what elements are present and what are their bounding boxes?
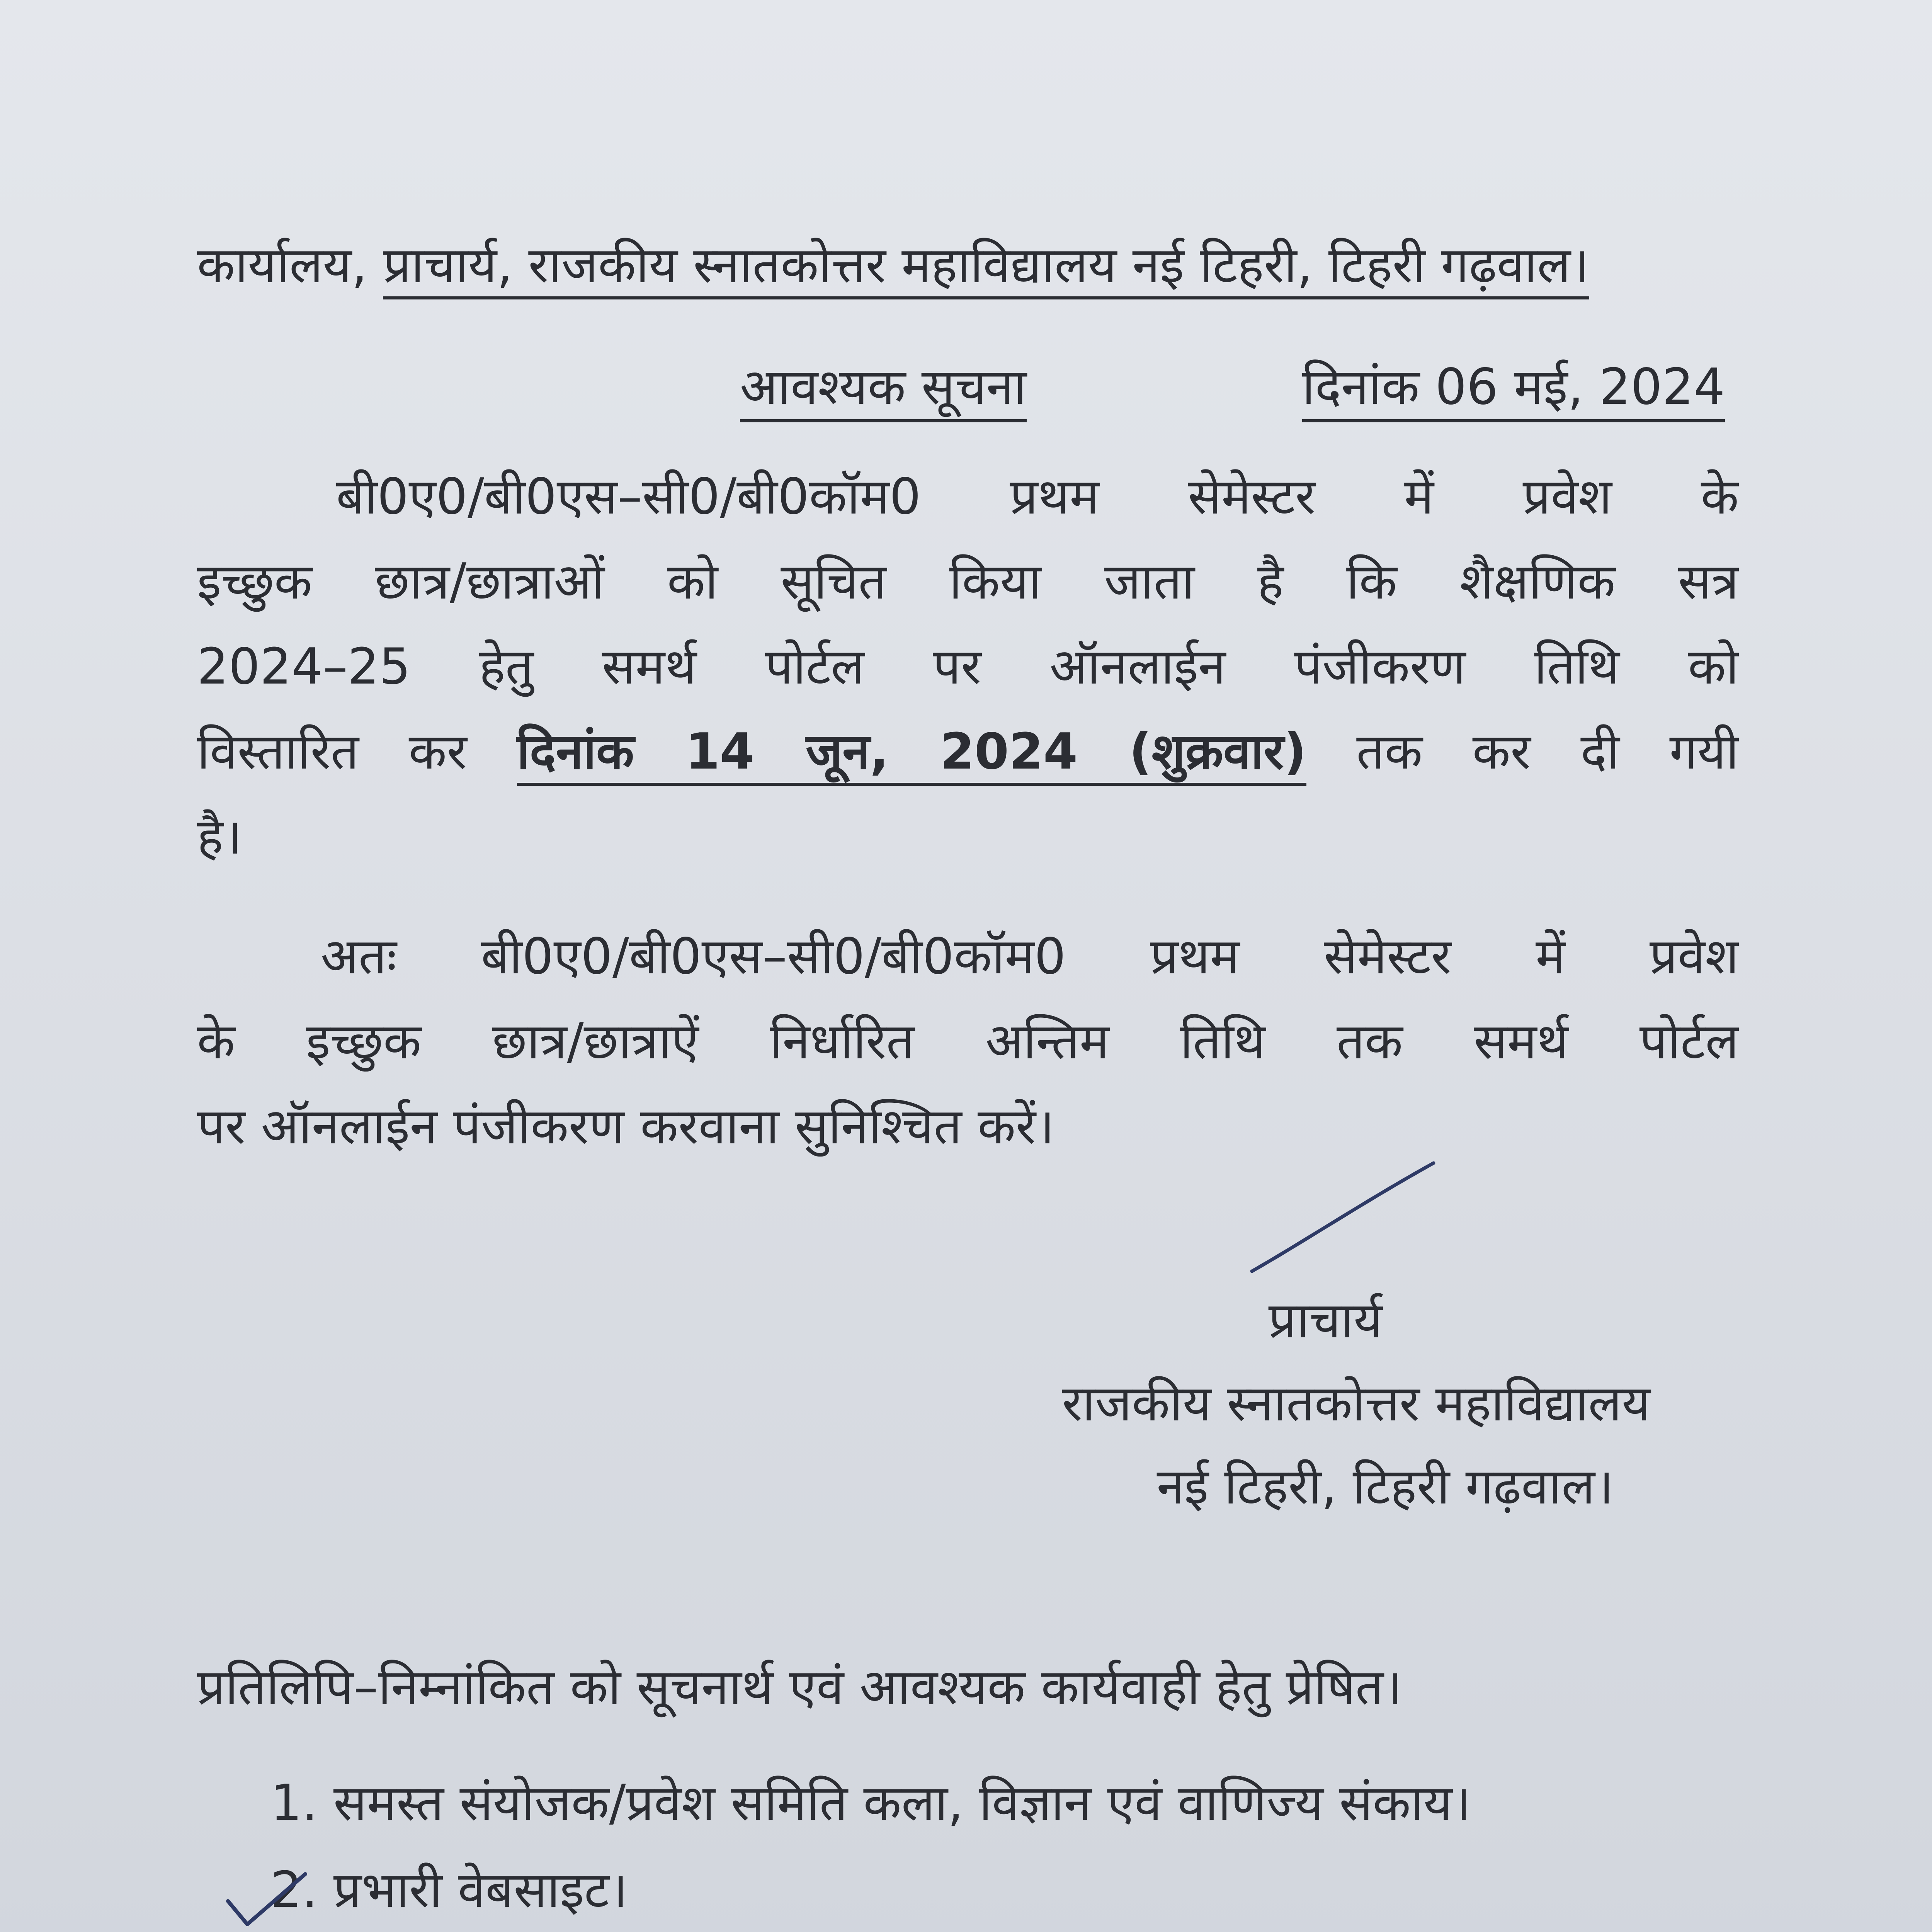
- paragraph-1-line-1: बी0ए0/बी0एस–सी0/बी0कॉम0 प्रथम सेमेस्टर में प्रवेश के: [336, 468, 1739, 526]
- paragraph-1-line-4-post: तक कर दी गयी: [1356, 723, 1739, 781]
- paragraph-2-line-1: अतः बी0ए0/बी0एस–सी0/बी0कॉम0 प्रथम सेमेस्टर में प्रवेश: [321, 928, 1739, 985]
- paragraph-1-line-2: इच्छुक छात्र/छात्राओं को सूचित किया जाता है कि शैक्षणिक सत्र: [197, 553, 1739, 611]
- office-prefix: कार्यालय,: [197, 236, 367, 294]
- office-name: प्राचार्य, राजकीय स्नातकोत्तर महाविद्यालय नई टिहरी, टिहरी गढ़वाल।: [383, 236, 1589, 299]
- extended-deadline: दिनांक 14 जून, 2024 (शुक्रवार): [517, 723, 1307, 786]
- signature-1-institution: राजकीय स्नातकोत्तर महाविद्यालय: [1062, 1375, 1651, 1432]
- copy-item-2: 2. प्रभारी वेबसाइट।: [270, 1861, 628, 1919]
- paragraph-1-line-3: 2024–25 हेतु समर्थ पोर्टल पर ऑनलाईन पंजीकरण तिथि को: [197, 638, 1739, 696]
- checkmark-icon: [216, 1866, 317, 1932]
- signature-1-designation: प्राचार्य: [1268, 1292, 1383, 1349]
- notice-title: आवश्यक सूचना: [740, 357, 1027, 422]
- signature-stroke-1: [1248, 1155, 1441, 1279]
- paragraph-2-line-2: के इच्छुक छात्र/छात्राऐं निर्धारित अन्तिम तिथि तक समर्थ पोर्टल: [197, 1013, 1739, 1070]
- paragraph-1-line-4: [197, 711, 1739, 793]
- paragraph-2-line-3: पर ऑनलाईन पंजीकरण करवाना सुनिश्चित करें।: [197, 1098, 1055, 1155]
- signature-1-location: नई टिहरी, टिहरी गढ़वाल।: [1156, 1458, 1614, 1515]
- office-header: [197, 236, 1589, 295]
- signature-block-1: [989, 1279, 1723, 1528]
- copy-intro: प्रतिलिपि–निम्नांकित को सूचनार्थ एवं आवश्यक कार्यवाही हेतु प्रेषित।: [197, 1658, 1403, 1716]
- notice-date: दिनांक 06 मई, 2024: [1302, 357, 1725, 422]
- copy-item-1: 1. समस्त संयोजक/प्रवेश समिति कला, विज्ञान एवं वाणिज्य संकाय।: [270, 1774, 1471, 1832]
- paragraph-1-line-4-pre: विस्तारित कर: [197, 723, 467, 781]
- paragraph-1-line-5: है।: [197, 808, 242, 866]
